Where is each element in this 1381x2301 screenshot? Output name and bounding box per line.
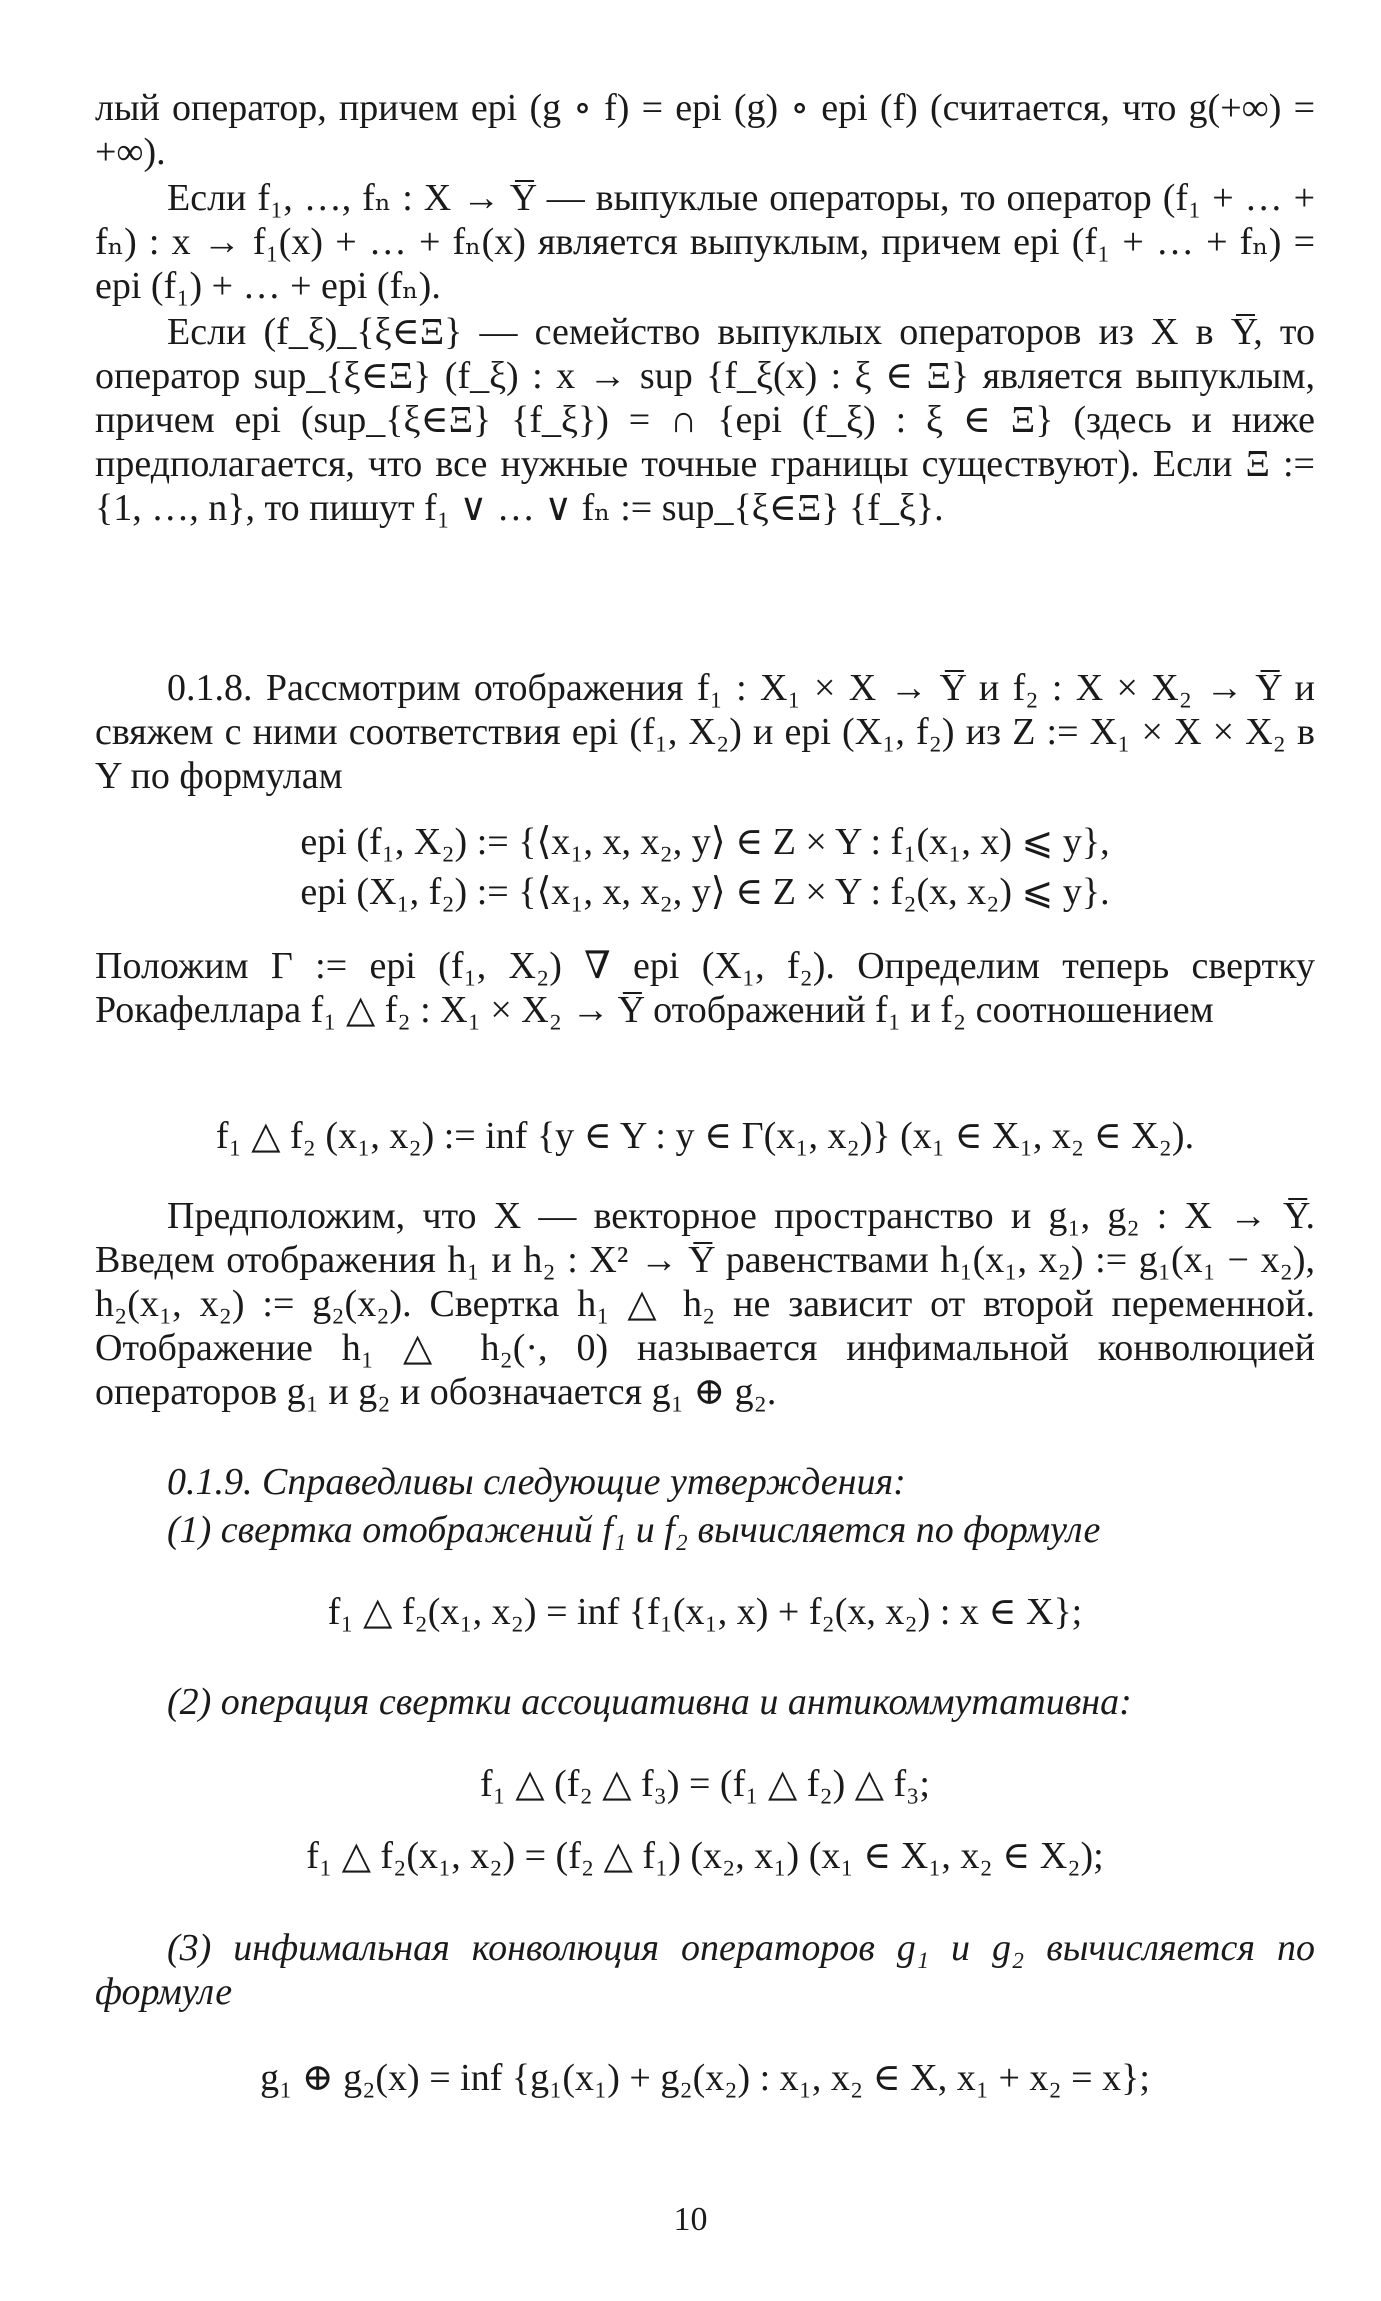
formula-epi-f2: epi (X₁, f₂) := {⟨x₁, x, x₂, y⟩ ∈ Z × Y : f₂(x, x₂) ⩽ y}. xyxy=(300,871,1110,913)
section-0-1-9: 0.1.9. Справедливы следующие утверждения: xyxy=(167,1461,906,1503)
item-3: (3) инфимальная конволюция операторов g₁ и g₂ вычисляется по формуле xyxy=(95,1927,1315,2013)
formula-epi-f1: epi (f₁, X₂) := {⟨x₁, x, x₂, y⟩ ∈ Z × Y : f₁(x₁, x) ⩽ y}, xyxy=(300,821,1110,863)
paragraph-rockafellar: Положим Γ := epi (f₁, X₂) ∇ epi (X₁, f₂). Определим теперь свертку Рокафеллара f₁ △ f₂ : X₁ × X₂ → Y̅ отображений f₁ и f₂ соотношением xyxy=(95,945,1315,1031)
formula-assoc: f₁ △ (f₂ △ f₃) = (f₁ △ f₂) △ f₃; xyxy=(480,1763,930,1805)
formula-item-3: g₁ ⊕ g₂(x) = inf {g₁(x₁) + g₂(x₂) : x₁, x₂ ∈ X, x₁ + x₂ = x}; xyxy=(260,2057,1150,2099)
paragraph-infimal: Предположим, что X — векторное пространство и g₁, g₂ : X → Y̅. Введем отображения h₁ и h₂ : X² → Y̅ равенствами h₁(x₁, x₂) := g₁(x₁ − x₂), h₂(x₁, x₂) := g₂(x₂). Свертка h₁ △ h₂ не зависит от второй переменной. Отображение h₁ △ h₂(·, 0) называется инфимальной конволюцией операторов g₁ и g₂ и обозначается g₁ ⊕ g₂. xyxy=(95,1195,1315,1413)
page-number: 10 xyxy=(673,2201,708,2238)
formula-item-1: f₁ △ f₂(x₁, x₂) = inf {f₁(x₁, x) + f₂(x, x₂) : x ∈ X}; xyxy=(327,1591,1083,1633)
formula-anticomm: f₁ △ f₂(x₁, x₂) = (f₂ △ f₁) (x₂, x₁) (x₁ ∈ X₁, x₂ ∈ X₂); xyxy=(306,1835,1104,1877)
item-1: (1) свертка отображений f₁ и f₂ вычисляется по формуле xyxy=(167,1509,1101,1551)
paragraph-continuation: лый оператор, причем epi (g ∘ f) = epi (g) ∘ epi (f) (считается, что g(+∞) = +∞). xyxy=(95,87,1315,173)
paragraph-sum-operators: Если f₁, …, fₙ : X → Y̅ — выпуклые операторы, то оператор (f₁ + … + fₙ) : x → f₁(x) + … + fₙ(x) является выпуклым, причем epi (f₁ + … + fₙ) = epi (f₁) + … + epi (fₙ). xyxy=(95,177,1315,307)
formula-convolution-def: f₁ △ f₂ (x₁, x₂) := inf {y ∈ Y : y ∈ Γ(x₁, x₂)} (x₁ ∈ X₁, x₂ ∈ X₂). xyxy=(215,1115,1195,1157)
section-0-1-8: 0.1.8. Рассмотрим отображения f₁ : X₁ × X → Y̅ и f₂ : X × X₂ → Y̅ и свяжем с ними соответствия epi (f₁, X₂) и epi (X₁, f₂) из Z := X₁ × X × X₂ в Y по формулам xyxy=(95,667,1315,797)
paragraph-sup-family: Если (f_ξ)_{ξ∈Ξ} — семейство выпуклых операторов из X в Y̅, то оператор sup_{ξ∈Ξ} (f_ξ) : x → sup {f_ξ(x) : ξ ∈ Ξ} является выпуклым, причем epi (sup_{ξ∈Ξ} {f_ξ}) = ∩ {epi (f_ξ) : ξ ∈ Ξ} (здесь и ниже предполагается, что все нужные точные границы существуют). Если Ξ := {1, …, n}, то пишут f₁ ∨ … ∨ fₙ := sup_{ξ∈Ξ} {f_ξ}. xyxy=(95,311,1315,529)
item-2: (2) операция свертки ассоциативна и антикоммутативна: xyxy=(167,1681,1132,1723)
